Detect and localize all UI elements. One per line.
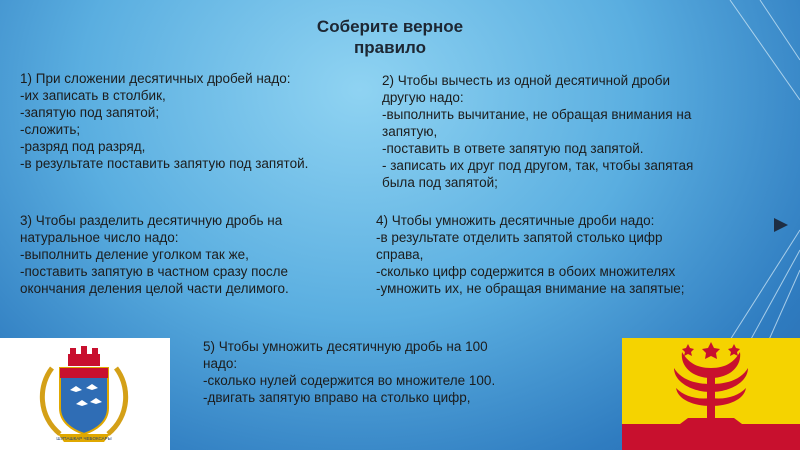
slide-title (250, 16, 530, 58)
rule-3-line: -поставить запятую в частном сразу после (20, 264, 289, 279)
rule-4-line: -в результате отделить запятой столько цифр (376, 230, 663, 245)
city-emblem-icon (0, 338, 170, 450)
rule-2-line: -поставить в ответе запятую под запятой. (382, 141, 644, 156)
rule-1-line: -разряд под разряд, (20, 139, 146, 154)
rule-5-block (203, 338, 495, 406)
emblem-ribbon-text: ШУПАШКАР ЧЕБОКСАРЫ (56, 436, 112, 441)
rule-2-line: 2) Чтобы вычесть из одной десятичной дроби (382, 73, 671, 88)
rule-4-block (376, 212, 685, 297)
rule-5-line: -двигать запятую вправо на столько цифр, (203, 390, 471, 405)
rule-4-line: справа, (376, 247, 424, 262)
rule-4-line: -сколько цифр содержится в обоих множителях (376, 264, 676, 279)
title-line-2: правило (354, 38, 426, 57)
rule-3-line: 3) Чтобы разделить десятичную дробь на (20, 213, 283, 228)
rule-1-line: -их записать в столбик, (20, 88, 166, 103)
rule-4-line: 4) Чтобы умножить десятичные дроби надо: (376, 213, 655, 228)
rule-5-line: 5) Чтобы умножить десятичную дробь на 100 (203, 339, 488, 354)
play-arrow-icon (774, 218, 788, 232)
rule-2-block (382, 72, 693, 191)
flag-icon (622, 338, 800, 450)
city-emblem-panel (0, 338, 170, 450)
chuvash-flag (622, 338, 800, 450)
rule-1-line: -сложить; (20, 122, 81, 137)
rule-5-line: надо: (203, 356, 238, 371)
title-line-1: Соберите верное (316, 17, 464, 36)
rule-2-line: - записать их друг под другом, так, чтобы запятая (382, 158, 694, 173)
rule-4-line: -умножить их, не обращая внимание на запятые; (376, 281, 685, 296)
rule-2-line: запятую, (382, 124, 438, 139)
rule-1-block (20, 70, 308, 172)
rule-5-line: -сколько нулей содержится во множителе 100. (203, 373, 496, 388)
rule-2-line: -выполнить вычитание, не обращая внимания на (382, 107, 692, 122)
rule-3-block (20, 212, 289, 297)
rule-3-line: окончания деления целой части делимого. (20, 281, 289, 296)
rule-1-line: 1) При сложении десятичных дробей надо: (20, 71, 291, 86)
rule-2-line: другую надо: (382, 90, 464, 105)
rule-3-line: натуральное число надо: (20, 230, 179, 245)
rule-1-line: -запятую под запятой; (20, 105, 160, 120)
rule-1-line: -в результате поставить запятую под запятой. (20, 156, 309, 171)
rule-2-line: была под запятой; (382, 175, 498, 190)
rule-3-line: -выполнить деление уголком так же, (20, 247, 249, 262)
